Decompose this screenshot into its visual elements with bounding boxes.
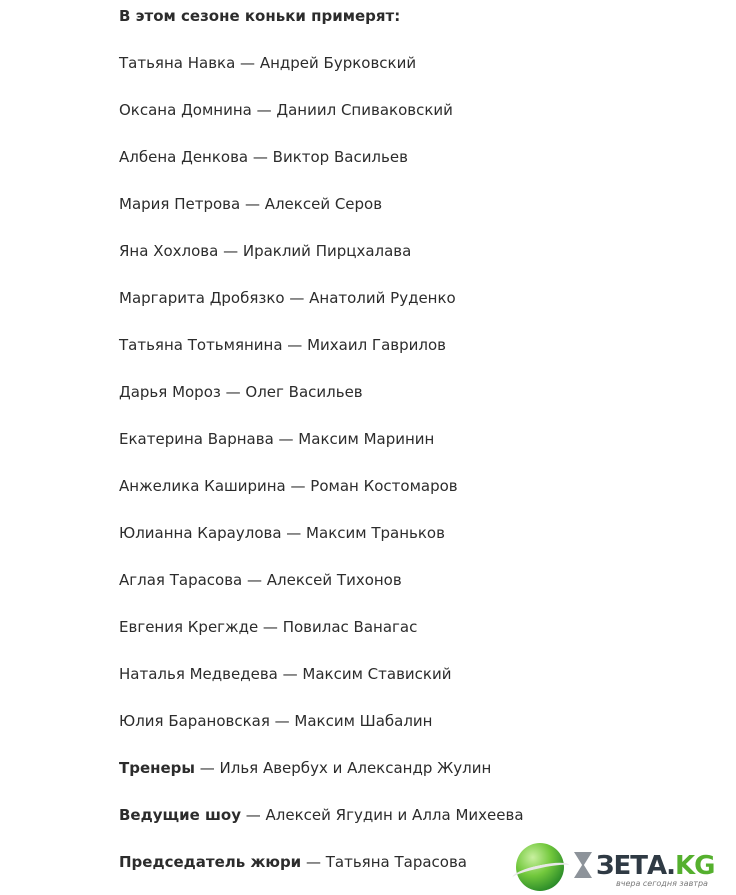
pair-line: Яна Хохлова — Ираклий Пирцхалава — [119, 242, 412, 260]
pair-line: Екатерина Варнава — Максим Маринин — [119, 430, 435, 448]
pair-line: Мария Петрова — Алексей Серов — [119, 195, 383, 213]
hosts-label: Ведущие шоу — [119, 806, 241, 824]
hosts-line — [119, 805, 524, 825]
globe-logo-icon — [516, 843, 564, 891]
pair-line: Маргарита Дробязко — Анатолий Руденко — [119, 289, 456, 307]
jury-chair-line — [119, 852, 467, 872]
pair-line: Анжелика Каширина — Роман Костомаров — [119, 477, 458, 495]
watermark-tagline: вчера сегодня завтра — [616, 879, 708, 888]
hosts-value: — Алексей Ягудин и Алла Михеева — [241, 806, 524, 824]
watermark-logo — [574, 851, 714, 881]
pair-line: Юлия Барановская — Максим Шабалин — [119, 712, 433, 730]
pair-line: Евгения Крегжде — Повилас Ванагас — [119, 618, 418, 636]
jury-chair-label: Председатель жюри — [119, 853, 302, 871]
pair-line: Наталья Медведева — Максим Ставиский — [119, 665, 452, 683]
pair-line: Албена Денкова — Виктор Васильев — [119, 148, 408, 166]
site-watermark — [516, 843, 736, 895]
pair-line: Татьяна Навка — Андрей Бурковский — [119, 54, 417, 72]
pair-line: Татьяна Тотьмянина — Михаил Гаврилов — [119, 336, 446, 354]
pair-line: Аглая Тарасова — Алексей Тихонов — [119, 571, 402, 589]
hourglass-icon — [574, 852, 592, 878]
coaches-line — [119, 758, 491, 778]
pair-line: Оксана Домнина — Даниил Спиваковский — [119, 101, 453, 119]
coaches-label: Тренеры — [119, 759, 195, 777]
watermark-logo-main: ЗЕТА. — [596, 851, 675, 881]
pair-line: Дарья Мороз — Олег Васильев — [119, 383, 363, 401]
cast-heading: В этом сезоне коньки примерят: — [119, 7, 401, 25]
coaches-value: — Илья Авербух и Александр Жулин — [194, 759, 492, 777]
watermark-logo-suffix: KG — [674, 851, 715, 881]
jury-chair-value: — Татьяна Тарасова — [301, 853, 467, 871]
pair-line: Юлианна Караулова — Максим Траньков — [119, 524, 445, 542]
